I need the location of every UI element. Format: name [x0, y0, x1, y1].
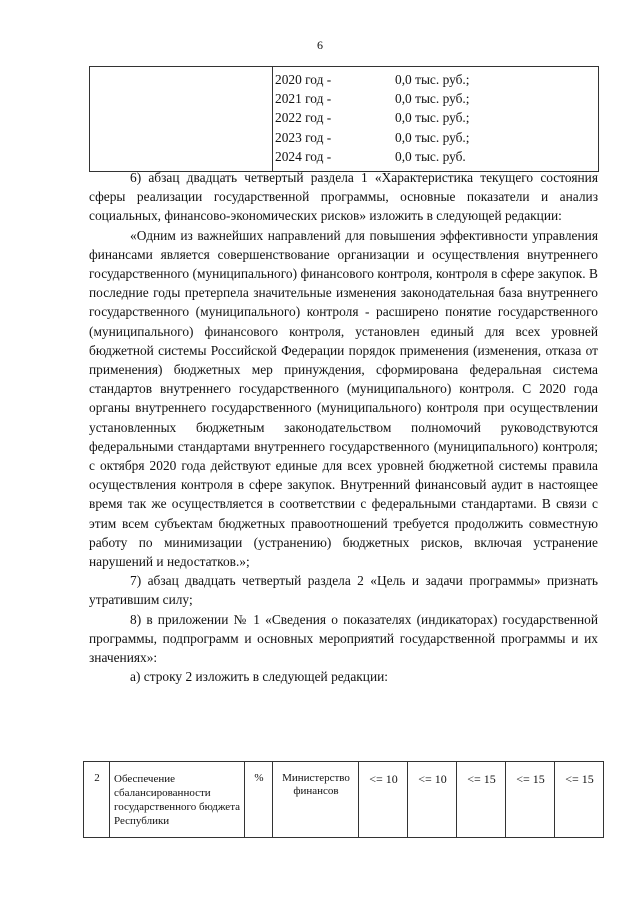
indicator-value: <= 10 — [359, 762, 408, 838]
funding-year: 2022 год - — [275, 110, 332, 126]
funding-row — [275, 89, 598, 108]
page-number: 6 — [317, 38, 323, 52]
funding-row — [275, 128, 598, 147]
document-body — [89, 168, 598, 686]
funding-year: 2020 год - — [275, 72, 332, 87]
funding-amount: 0,0 тыс. руб.; — [395, 91, 470, 107]
indicator-value: <= 15 — [506, 762, 555, 838]
funding-year: 2023 год - — [275, 129, 332, 145]
funding-row — [275, 70, 598, 89]
paragraph-item-6: 6) абзац двадцать четвертый раздела 1 «Характеристика текущего состояния сферы реализации государственной программы, основные показатели и анализ социальных, финансово-экономических рисков» изложить в следующей редакции: — [89, 170, 598, 224]
indicator-unit: % — [245, 762, 273, 838]
paragraph-quote: «Одним из важнейших направлений для повышения эффективности управления финансами является совершенствование организации и осуществления внутреннего государственного (муниципального) финансового контроля, контроля в сфере закупок. В последние годы претерпела значительные изменения законодательная база внутреннего государственного (муниципального) контроля - расширено понятие государственного (муниципального) финансового контроля, установлен единый для всех уровней бюджетной системы Российской Федерации порядок применения (изменения, отказа от применения) бюджетных мер принуждения, сформирована федеральная система стандартов внутреннего государственного (муниципального) контроля. С 2020 года органы внутреннего государственного (муниципального) контроля при осуществлении установленных бюджетным законодательством полномочий руководствуются федеральными стандартами внутреннего государственного (муниципального) контроля; с октября 2020 года действуют единые для всех уровней бюджетной системы правила осуществления контроля в сфере закупок. Внутренний финансовый аудит в настоящее время так же осуществляется в соответствии с федеральными стандартами. В связи с этим всем субъектам бюджетных правоотношений требуется продолжить совместную работу по минимизации (устранению) бюджетных рисков, включая устранение нарушений и недостатков.»; — [89, 227, 598, 570]
paragraph-item-7: 7) абзац двадцать четвертый раздела 2 «Цель и задачи программы» признать утратившим силу; — [89, 573, 598, 608]
funding-table — [89, 66, 599, 172]
indicator-name: Обеспечение сбалансированности государственного бюджета Республики — [110, 762, 245, 838]
indicator-organization: Министерство финансов — [273, 762, 359, 838]
indicator-value: <= 15 — [457, 762, 506, 838]
indicator-value: <= 10 — [408, 762, 457, 838]
funding-row — [275, 108, 598, 127]
funding-row — [275, 147, 598, 166]
funding-amount: 0,0 тыс. руб.; — [395, 129, 470, 145]
funding-amount: 0,0 тыс. руб.; — [395, 110, 470, 126]
funding-table-years-cell — [273, 67, 599, 172]
indicator-table — [83, 761, 604, 838]
indicator-value: <= 15 — [555, 762, 604, 838]
funding-amount: 0,0 тыс. руб. — [395, 148, 466, 164]
paragraph-item-8: 8) в приложении № 1 «Сведения о показателях (индикаторах) государственной программы, подпрограмм и основных мероприятий государственной программы и их значениях»: — [89, 611, 598, 666]
funding-year: 2021 год - — [275, 91, 332, 107]
funding-amount: 0,0 тыс. руб.; — [395, 72, 470, 87]
indicator-number: 2 — [84, 762, 110, 838]
funding-table-empty-cell — [90, 67, 273, 172]
table-row — [84, 762, 604, 838]
paragraph-subitem-a: а) строку 2 изложить в следующей редакции: — [130, 669, 389, 685]
funding-year: 2024 год - — [275, 148, 332, 164]
